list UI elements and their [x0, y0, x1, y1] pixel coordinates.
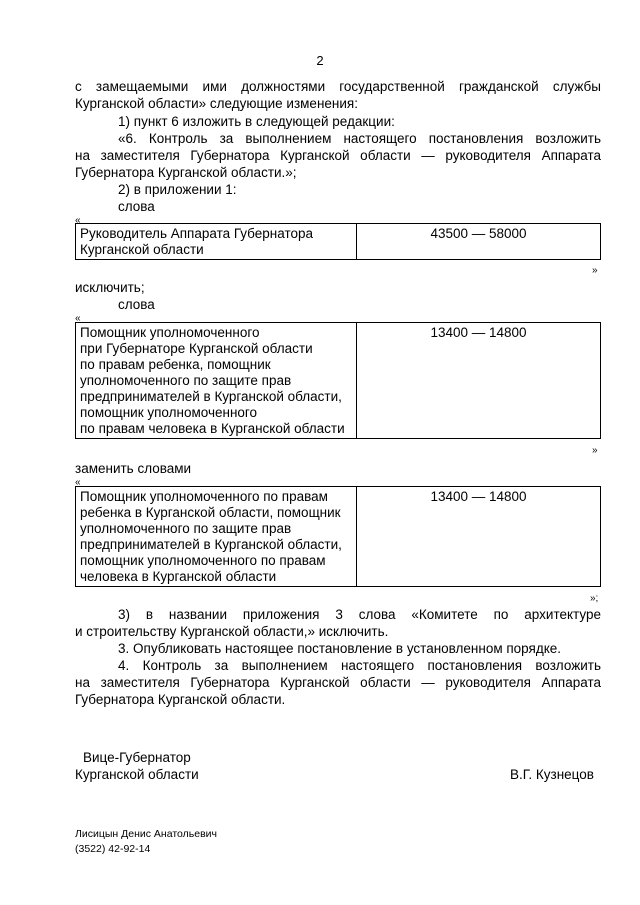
table-3	[75, 486, 601, 587]
executor-phone: (3522) 42-92-14	[75, 843, 151, 855]
quote-open-1: «	[75, 215, 81, 226]
quote-close-1: »	[592, 265, 598, 276]
table-row	[76, 224, 601, 260]
position-line: помощник уполномоченного	[80, 405, 258, 420]
position-cell	[76, 323, 357, 439]
position-line: человека в Курганской области	[80, 569, 277, 584]
quote-open-3: «	[75, 477, 81, 488]
item-3-line-2: и строительству Курганской области,» исключить.	[75, 624, 389, 639]
quote-line-2: на заместителя Губернатора Курганской области — руководителя Аппарата	[75, 148, 601, 163]
signatory-name: В.Г. Кузнецов	[510, 767, 594, 782]
table-1	[75, 223, 601, 260]
position-line: предпринимателей в Курганской области,	[80, 537, 342, 552]
position-line: уполномоченного по защите прав	[80, 521, 292, 536]
position-line: уполномоченного по защите прав	[80, 373, 292, 388]
quote-line-3: Губернатора Курганской области.»;	[75, 165, 297, 180]
table-row	[76, 323, 601, 439]
salary-cell: 13400 — 14800	[357, 323, 601, 439]
table-row	[76, 487, 601, 587]
salary-cell: 43500 — 58000	[357, 224, 601, 260]
paragraph-4-line-3: Губернатора Курганской области.	[75, 692, 286, 707]
executor-name: Лисицын Денис Анатольевич	[75, 828, 217, 840]
intro-line-2: Курганской области» следующие изменения:	[75, 96, 358, 111]
position-line: при Губернаторе Курганской области	[80, 341, 313, 356]
signatory-title-line-1: Вице-Губернатор	[83, 750, 191, 765]
position-line: ребенка в Курганской области, помощник	[80, 505, 341, 520]
item-1: 1) пункт 6 изложить в следующей редакции:	[118, 114, 395, 129]
signatory-title-line-2: Курганской области	[75, 767, 199, 782]
position-line: предпринимателей в Курганской области,	[80, 389, 342, 404]
exclude-text: исключить;	[75, 280, 145, 295]
page-number: 2	[316, 53, 324, 68]
position-line: Курганской области	[80, 242, 204, 257]
position-line: помощник уполномоченного по правам	[80, 553, 326, 568]
salary-cell: 13400 — 14800	[357, 487, 601, 587]
item-3-line-1: 3) в названии приложения 3 слова «Комитете по архитектуре	[118, 607, 601, 622]
position-line: по правам человека в Курганской области	[80, 421, 345, 436]
quote-open-2: «	[75, 313, 81, 324]
table-2	[75, 322, 601, 439]
intro-line-1: с замещаемыми ими должностями государственной гражданской службы	[75, 79, 601, 94]
position-line: Помощник уполномоченного	[80, 325, 260, 340]
position-cell	[76, 224, 357, 260]
quote-close-3: »;	[590, 593, 599, 604]
paragraph-3: 3. Опубликовать настоящее постановление в установленном порядке.	[118, 641, 562, 656]
paragraph-4-line-1: 4. Контроль за выполнением настоящего постановления возложить	[118, 658, 601, 673]
quote-close-2: »	[592, 445, 598, 456]
quote-line-1: «6. Контроль за выполнением настоящего постановления возложить	[118, 131, 601, 146]
paragraph-4-line-2: на заместителя Губернатора Курганской области — руководителя Аппарата	[75, 675, 601, 690]
replace-with-text: заменить словами	[75, 461, 192, 476]
item-2: 2) в приложении 1:	[118, 182, 237, 197]
position-line: Руководитель Аппарата Губернатора	[80, 226, 313, 241]
position-line: по правам ребенка, помощник	[80, 357, 271, 372]
position-line: Помощник уполномоченного по правам	[80, 489, 328, 504]
words-1: слова	[118, 199, 155, 214]
position-cell	[76, 487, 357, 587]
words-2: слова	[118, 297, 155, 312]
